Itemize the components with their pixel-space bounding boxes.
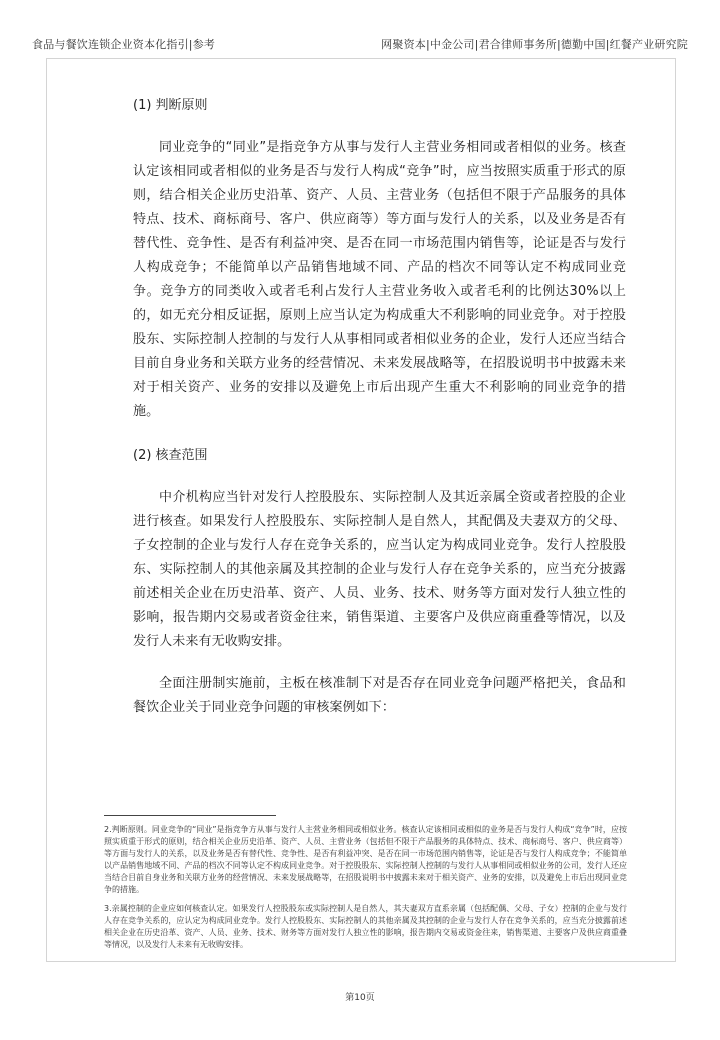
footnote-3: 3.亲属控制的企业应如何核查认定。如果发行人控股股东或实际控制人是自然人，其夫妻双方直系亲属（包括配偶、父母、子女）控制的企业与发行人存在竞争关系的，应认定为构成同业竞争。发行人控股股东、实际控制人的其他亲属及其控制的企业与发行人存在竞争关系的，应当充分披露前述相关企业在历史沿革、资产、人员、业务、技术、财务等方面对发行人独立性的影响，报告期内交易或资金往来，销售渠道、主要客户及供应商重叠等情况，以及发行人未来有无收购安排。 bbox=[104, 904, 627, 949]
paragraph-verification-scope: 中介机构应当针对发行人控股股东、实际控制人及其近亲属全资或者控股的企业进行核查。如果发行人控股股东、实际控制人是自然人，其配偶及夫妻双方的父母、子女控制的企业与发行人存在竞争关系的，应当认定为构成同业竞争。发行人控股股东、实际控制人的其他亲属及其控制的企业与发行人存在竞争关系的，应当充分披露前述相关企业在历史沿革、资产、人员、业务、技术、财务等方面对发行人独立性的影响，报告期内交易或者资金往来，销售渠道、主要客户及供应商重叠等情况，以及发行人未来有无收购安排。 bbox=[133, 490, 626, 649]
main-content bbox=[133, 96, 626, 738]
paragraph-case-intro: 全面注册制实施前，主板在核准制下对是否存在同业竞争问题严格把关，食品和餐饮企业关于同业竞争问题的审核案例如下： bbox=[133, 676, 626, 715]
footnotes bbox=[104, 824, 627, 958]
publisher-list: 网聚资本|中金公司|君合律师事务所|德勤中国|红餐产业研究院 bbox=[381, 38, 688, 51]
footnote-2: 2.判断原则。同业竞争的“同业”是指竞争方从事与发行人主营业务相同或相似业务。核查认定该相同或相似的业务是否与发行人构成“竞争”时，应按照实质重于形式的原则，结合相关企业历史沿革、资产、人员、主营业务（包括但不限于产品服务的具体特点、技术、商标商号、客户、供应商等）等方面与发行人的关系，以及业务是否有替代性、竞争性、是否有利益冲突、是否在同一市场范围内销售等，论证是否与发行人构成竞争；不能简单以产品销售地域不同、产品的档次不同等认定不构成同业竞争。对于控股股东、实际控制人控制的与发行人从事相同或相似业务的公司，发行人还应当结合目前自身业务和关联方业务的经营情况、未来发展战略等，在招股说明书中披露未来对于相关资产、业务的安排，以及避免上市后出现同业竞争的措施。 bbox=[104, 825, 627, 894]
section-title-judgement-principle: (1) 判断原则 bbox=[133, 98, 208, 113]
paragraph-judgement-principle: 同业竞争的“同业”是指竞争方从事与发行人主营业务相同或者相似的业务。核查认定该相同或者相似的业务是否与发行人构成“竞争”时，应当按照实质重于形式的原则，结合相关企业历史沿革、资产、人员、主营业务（包括但不限于产品服务的具体特点、技术、商标商号、客户、供应商等）等方面与发行人的关系，以及业务是否有替代性、竞争性、是否有利益冲突、是否在同一市场范围内销售等，论证是否与发行人构成竞争；不能简单以产品销售地域不同、产品的档次不同等认定不构成同业竞争。竞争方的同类收入或者毛利占发行人主营业务收入或者毛利的比例达30%以上的，如无充分相反证据，原则上应当认定为构成重大不利影响的同业竞争。对于控股股东、实际控制人控制的与发行人从事相同或者相似业务的企业，发行人还应当结合目前自身业务和关联方业务的经营情况、未来发展战略等，在招股说明书中披露未来对于相关资产、业务的安排以及避免上市后出现产生重大不利影响的同业竞争的措施。 bbox=[133, 140, 626, 419]
section-title-verification-scope: (2) 核查范围 bbox=[133, 448, 208, 463]
document-title: 食品与餐饮连锁企业资本化指引|参考 bbox=[32, 38, 216, 51]
page-number: 第10页 bbox=[345, 993, 375, 1003]
footnote-divider bbox=[104, 815, 276, 816]
page-header bbox=[0, 0, 720, 60]
